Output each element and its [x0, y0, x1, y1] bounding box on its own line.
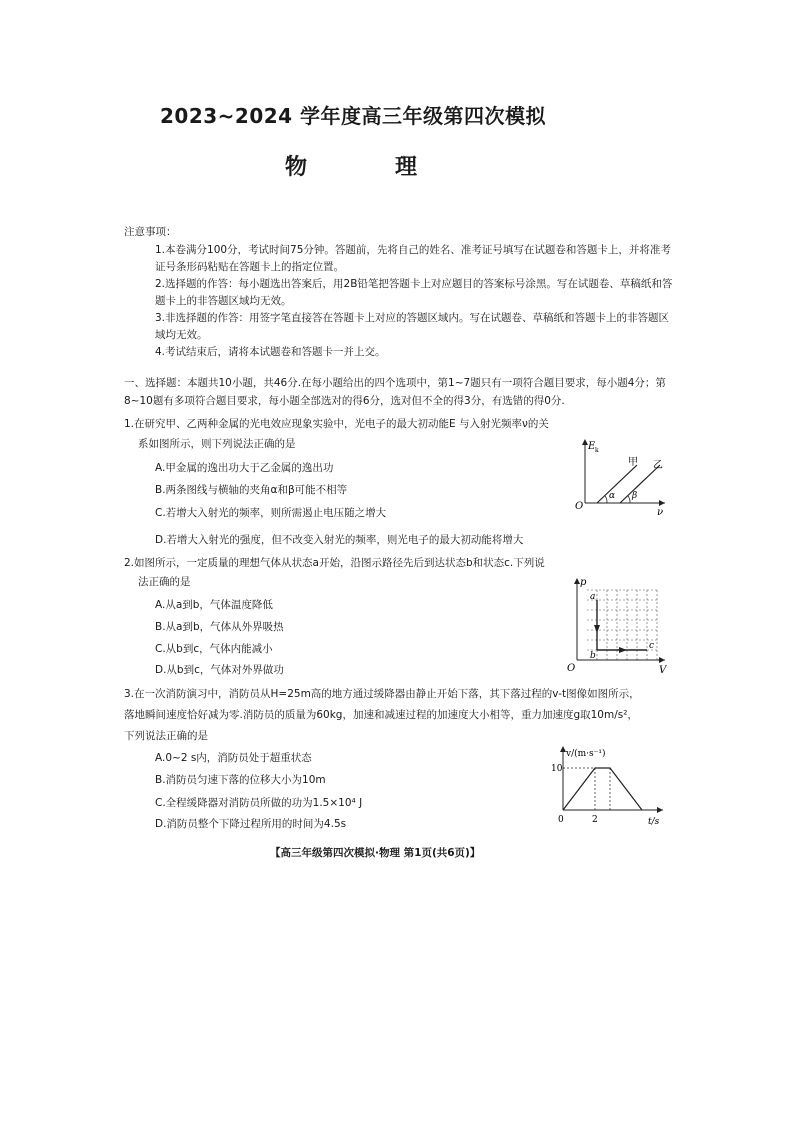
- notice-item-2: 2.选择题的作答：每小题选出答案后，用2B铅笔把答题卡上对应题目的答案标号涂黑。写在试题卷、草稿纸和答题卡上的非答题区域均无效。: [155, 278, 673, 307]
- q3-yaxis-label: v/(m·s⁻¹): [566, 749, 606, 759]
- q3-vt-graph: [548, 742, 673, 827]
- q1-origin-label: O: [575, 501, 584, 512]
- q3-stem-line2: 落地瞬间速度恰好减为零.消防员的质量为60kg，加速和减速过程的加速度大小相等，重力加速度g取10m/s²，: [124, 709, 638, 721]
- q1-stem-line2: 系如图所示，则下列说法正确的是: [138, 438, 296, 450]
- q1-ek-nu-graph: [565, 435, 675, 515]
- q1-angle-beta: β: [632, 491, 638, 501]
- notice-label: 注意事项：: [124, 226, 177, 238]
- subject-char-1: 物: [285, 155, 308, 180]
- q2-option-d: D.从b到c，气体对外界做功: [155, 664, 284, 676]
- page-footer: 【高三年级第四次模拟·物理 第1页(共6页)】: [270, 847, 481, 859]
- q3-ytick-10: 10: [551, 764, 563, 774]
- q2-option-a: A.从a到b，气体温度降低: [155, 599, 273, 611]
- q3-option-b: B.消防员匀速下落的位移大小为10m: [155, 774, 326, 786]
- q2-option-c: C.从b到c，气体内能减小: [155, 643, 273, 655]
- q1-option-c: C.若增大入射光的频率，则所需遏止电压随之增大: [155, 507, 387, 519]
- notice-item-3: 3.非选择题的作答：用签字笔直接答在答题卡上对应的答题区域内。写在试题卷、草稿纸和答题卡上的非答题区域均无效。: [155, 312, 670, 341]
- q2-origin-label: O: [567, 663, 576, 674]
- q1-option-b: B.两条图线与横轴的夹角α和β可能不相等: [155, 484, 348, 496]
- notice-item-4: 4.考试结束后，请将本试题卷和答题卡一并上交。: [155, 346, 386, 358]
- q3-stem-line3: 下列说法正确的是: [124, 730, 208, 742]
- q1-option-a: A.甲金属的逸出功大于乙金属的逸出功: [155, 462, 334, 474]
- notice-item-1: 1.本卷满分100分，考试时间75分钟。答题前，先将自己的姓名、准考证号填写在试题卷和答题卡上，并将准考证号条形码粘贴在答题卡上的指定位置。: [155, 244, 671, 273]
- q2-pv-graph: [565, 575, 675, 675]
- q3-xaxis-label: t/s: [648, 817, 660, 827]
- q1-xaxis-label: ν: [657, 507, 664, 515]
- q2-state-c: c: [649, 641, 655, 651]
- q2-xaxis-label: V: [659, 665, 667, 675]
- q3-option-c: C.全程缓降器对消防员所做的功为1.5×10⁴ J: [155, 797, 363, 809]
- q3-stem-line1: 3.在一次消防演习中，消防员从H=25m高的地方通过缓降器由静止开始下落，其下落过程的v-t图像如图所示，: [124, 688, 640, 700]
- q1-line-jia-label: 甲: [628, 457, 638, 468]
- q2-state-b: b: [590, 651, 596, 661]
- q3-xtick-2: 2: [592, 815, 598, 825]
- q2-yaxis-label: p: [580, 577, 587, 588]
- section-intro: 一、选择题：本题共10小题，共46分.在每小题给出的四个选项中，第1~7题只有一项符合题目要求，每小题4分；第8~10题有多项符合题目要求，每小题全部选对的得6分，选对但不全的得3分，有选错的得0分.: [124, 377, 666, 407]
- q1-stem-line1: 1.在研究甲、乙两种金属的光电效应现象实验中，光电子的最大初动能E 与入射光频率ν的关: [124, 418, 549, 430]
- exam-title: 2023~2024 学年度高三年级第四次模拟: [160, 104, 547, 128]
- q1-angle-alpha: α: [609, 491, 616, 501]
- q2-option-b: B.从a到b，气体从外界吸热: [155, 621, 284, 633]
- subject-char-2: 理: [395, 155, 418, 180]
- q2-state-a: a: [590, 592, 596, 602]
- q1-line-yi-label: 乙: [653, 460, 663, 471]
- q1-yaxis-sub: k: [595, 447, 599, 454]
- q3-option-a: A.0~2 s内，消防员处于超重状态: [155, 752, 312, 764]
- q3-origin-label: 0: [558, 815, 564, 825]
- q1-yaxis-label: E: [588, 441, 596, 452]
- q1-option-d: D.若增大入射光的强度，但不改变入射光的频率，则光电子的最大初动能将增大: [155, 534, 524, 546]
- q2-stem-line1: 2.如图所示，一定质量的理想气体从状态a开始，沿图示路径先后到达状态b和状态c.下列说: [124, 557, 545, 569]
- q3-option-d: D.消防员整个下降过程所用的时间为4.5s: [155, 818, 347, 830]
- q2-stem-line2: 法正确的是: [138, 576, 191, 588]
